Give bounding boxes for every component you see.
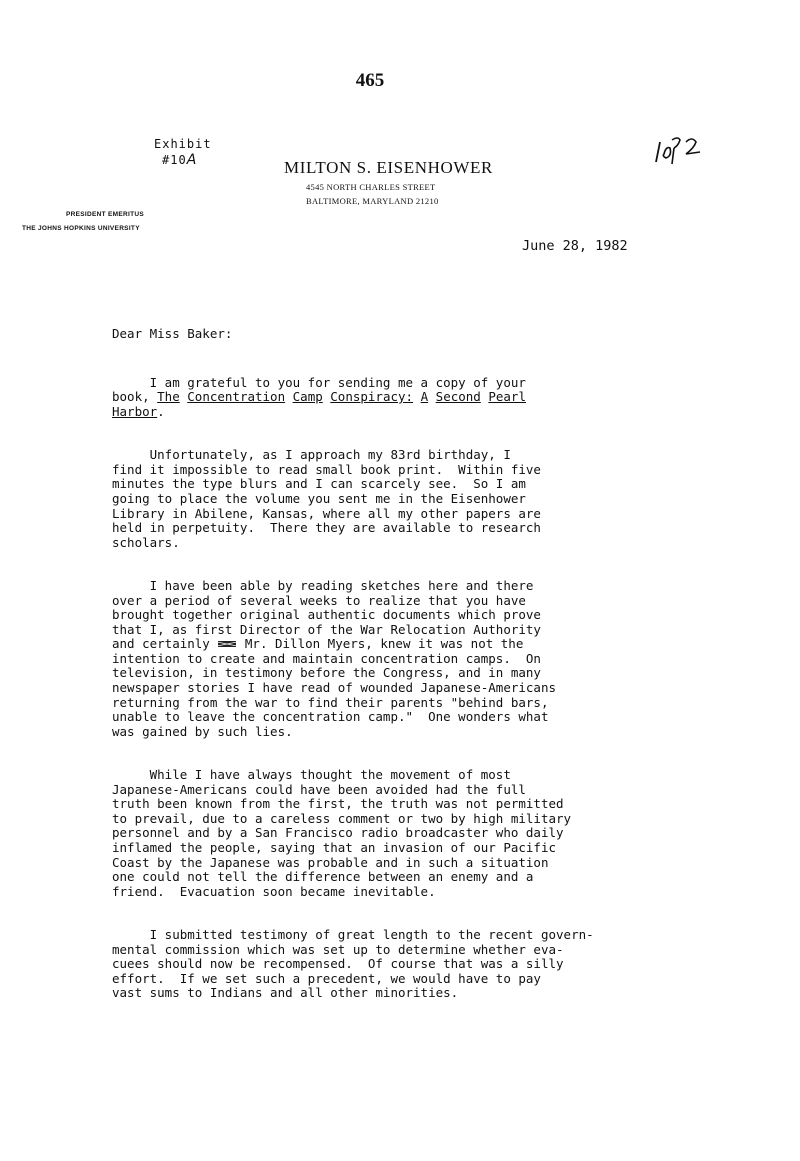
salutation: Dear Miss Baker: [112,325,233,341]
text-line: inflamed the people, saying that an invasion of our Pacific [112,840,557,855]
text-line: to prevail, due to a careless comment or two by high military [112,810,572,826]
text-line: truth been known from the first, the truth was not permitted [112,796,564,812]
letter-body [112,312,692,1030]
text-line: effort. If we set such a precedent, we would have to pay [112,970,541,986]
text-line: friend. Evacuation soon became inevitable. [112,883,436,899]
text-line: television, in testimony before the Congress, and in many [112,665,541,681]
exhibit-label: Exhibit [154,137,212,151]
exhibit-stamp [154,136,212,168]
paragraph-5 [112,928,692,1001]
book-title-word: Second [435,389,481,405]
paragraph-2 [112,448,692,550]
text-line: scholars. [112,534,180,550]
text-line: Unfortunately, as I approach my 83rd birthday, I [112,447,511,463]
exhibit-number-row [154,152,212,168]
text-line: brought together original authentic documents which prove [112,607,541,623]
text-line: intention to create and maintain concentration camps. On [112,650,541,666]
text-line: and certainly [112,636,210,652]
text-line: Mr. Dillon Myers, knew it was not the [237,636,524,652]
text-line: newspaper stories I have read of wounded Japanese-Americans [112,680,557,696]
text-line: over a period of several weeks to realize that you have [112,592,526,608]
p1-line2-prefix: book, [112,389,158,405]
letter-date: June 28, 1982 [522,238,628,254]
handwritten-note-1072 [652,132,712,166]
text-line: one could not tell the difference between an enemy and a [112,869,534,885]
letterhead-title [22,208,144,236]
book-title-word: A [420,389,429,405]
strikeout-mark [217,639,237,649]
letterhead-name: MILTON S. EISENHOWER [284,158,493,177]
exhibit-number: #10 [162,153,187,167]
book-title-word: Pearl [488,389,526,405]
text-line: Coast by the Japanese was probable and in such a situation [112,854,549,870]
paragraph-3 [112,579,692,740]
book-title-word: Conspiracy: [330,389,414,405]
text-line: vast sums to Indians and all other minorities. [112,985,459,1001]
text-line: personnel and by a San Francisco radio broadcaster who daily [112,825,564,841]
book-title-word: Harbor [112,403,158,419]
p1-period: . [157,403,165,419]
exhibit-handwritten-letter: A [186,152,198,168]
text-line: find it impossible to read small book print. Within five [112,461,541,477]
page-number: 465 [355,70,385,91]
text-line: I have been able by reading sketches here and there [112,577,534,593]
title-president-emeritus: PRESIDENT EMERITUS [66,211,144,218]
paragraph-1 [112,376,692,420]
letterhead-address [306,180,439,208]
address-city: BALTIMORE, MARYLAND 21210 [306,196,439,206]
paragraph-4 [112,768,692,899]
p1-line1: I am grateful to you for sending me a copy of your [112,374,526,390]
text-line: cuees should now be recompensed. Of course that was a silly [112,956,564,972]
text-line: held in perpetuity. There they are available to research [112,520,541,536]
book-title-word: Camp [292,389,323,405]
text-line: I submitted testimony of great length to the recent govern- [112,926,594,942]
address-street: 4545 NORTH CHARLES STREET [306,182,436,192]
text-line: Library in Abilene, Kansas, where all my other papers are [112,505,541,521]
book-title-word: The [157,389,180,405]
title-university: THE JOHNS HOPKINS UNIVERSITY [22,225,140,232]
text-line: going to place the volume you sent me in the Eisenhower [112,490,526,506]
text-line: was gained by such lies. [112,723,293,739]
text-line: that I, as first Director of the War Relocation Authority [112,621,541,637]
text-line: minutes the type blurs and I can scarcely see. So I am [112,476,526,492]
text-line: unable to leave the concentration camp." One wonders what [112,709,549,725]
text-line: Japanese-Americans could have been avoided had the full [112,781,526,797]
text-line: While I have always thought the movement of most [112,767,511,783]
text-line: mental commission which was set up to determine whether eva- [112,941,564,957]
book-title-word: Concentration [187,389,286,405]
text-line: returning from the war to find their parents "behind bars, [112,694,549,710]
